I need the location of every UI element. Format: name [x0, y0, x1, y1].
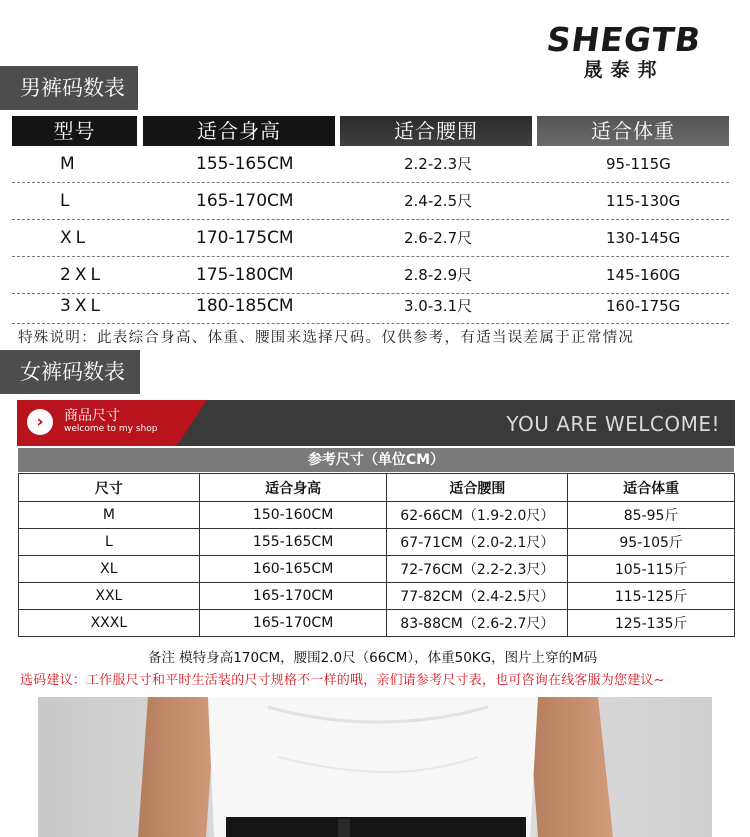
men-size-note: 特殊说明：此表综合身高、体重、腰围来选择尺码。仅供参考，有适当误差属于正常情况 [18, 330, 635, 346]
brand-logo [528, 22, 720, 82]
men-table-row [12, 183, 729, 220]
women-waist: 67-71CM（2.0-2.1尺） [387, 529, 568, 556]
banner-title: 商品尺寸 [64, 408, 120, 424]
women-header-waist: 适合腰围 [387, 474, 568, 502]
men-height: 170-175CM [196, 228, 294, 248]
women-chart-subheader: 参考尺寸（单位CM） [18, 448, 734, 472]
women-size-table [18, 473, 735, 637]
women-size: XXXL [19, 610, 200, 637]
banner-subtitle: welcome to my shop [64, 424, 158, 434]
welcome-text: YOU ARE WELCOME! [506, 412, 720, 436]
men-weight: 145-160G [606, 266, 681, 284]
women-size: XXL [19, 583, 200, 610]
women-weight: 85-95斤 [568, 502, 735, 529]
women-weight: 95-105斤 [568, 529, 735, 556]
men-size: 3XL [60, 296, 104, 316]
product-photo [38, 697, 712, 837]
men-size: 2XL [60, 265, 104, 285]
women-height: 160-165CM [199, 556, 387, 583]
women-header-size: 尺寸 [19, 474, 200, 502]
men-header-height: 适合身高 [143, 116, 335, 146]
table-row [19, 610, 735, 637]
size-suggestion: 选码建议：工作服尺寸和平时生活装的尺寸规格不一样的哦，亲们请参考尺寸表，也可咨询在线客服为您建议~ [20, 673, 665, 688]
men-waist: 3.0-3.1尺 [404, 297, 473, 315]
model-remark: 备注 模特身高170CM，腰围2.0尺（66CM），体重50KG，图片上穿的M码 [148, 650, 598, 666]
women-size: L [19, 529, 200, 556]
women-section-label: 女裤码数表 [0, 350, 140, 394]
men-table-row [12, 220, 729, 257]
table-row [19, 502, 735, 529]
women-weight: 115-125斤 [568, 583, 735, 610]
women-height: 165-170CM [199, 583, 387, 610]
table-row [19, 529, 735, 556]
brand-name-cn: 晟泰邦 [583, 59, 665, 81]
men-header-size: 型号 [12, 116, 137, 146]
men-height: 165-170CM [196, 191, 294, 211]
model-torso-image [38, 697, 712, 837]
women-size: XL [19, 556, 200, 583]
table-row [19, 556, 735, 583]
men-header-waist: 适合腰围 [340, 116, 532, 146]
men-table-row [12, 288, 729, 324]
women-size: M [19, 502, 200, 529]
men-size: XL [60, 228, 90, 248]
women-height: 155-165CM [199, 529, 387, 556]
brand-name: SHEGTB [544, 20, 704, 59]
women-weight: 105-115斤 [568, 556, 735, 583]
women-waist: 77-82CM（2.4-2.5尺） [387, 583, 568, 610]
men-weight: 130-145G [606, 229, 681, 247]
men-weight: 95-115G [606, 155, 671, 173]
men-header-weight: 适合体重 [537, 116, 729, 146]
men-height: 155-165CM [196, 154, 294, 174]
women-waist: 72-76CM（2.2-2.3尺） [387, 556, 568, 583]
men-height: 175-180CM [196, 265, 294, 285]
women-waist: 62-66CM（1.9-2.0尺） [387, 502, 568, 529]
men-waist: 2.4-2.5尺 [404, 192, 473, 210]
women-height: 165-170CM [199, 610, 387, 637]
arrow-right-icon: › [27, 409, 53, 435]
table-row [19, 583, 735, 610]
men-size: M [60, 154, 75, 174]
men-table-row [12, 146, 729, 183]
table-header-row [19, 474, 735, 502]
men-waist: 2.6-2.7尺 [404, 229, 473, 247]
men-waist: 2.8-2.9尺 [404, 266, 473, 284]
women-height: 150-160CM [199, 502, 387, 529]
men-height: 180-185CM [196, 296, 294, 316]
women-weight: 125-135斤 [568, 610, 735, 637]
men-size: L [60, 191, 70, 211]
women-header-weight: 适合体重 [568, 474, 735, 502]
men-section-label: 男裤码数表 [0, 66, 138, 110]
men-waist: 2.2-2.3尺 [404, 155, 473, 173]
women-header-height: 适合身高 [199, 474, 387, 502]
men-weight: 160-175G [606, 297, 681, 315]
men-weight: 115-130G [606, 192, 681, 210]
women-waist: 83-88CM（2.6-2.7尺） [387, 610, 568, 637]
